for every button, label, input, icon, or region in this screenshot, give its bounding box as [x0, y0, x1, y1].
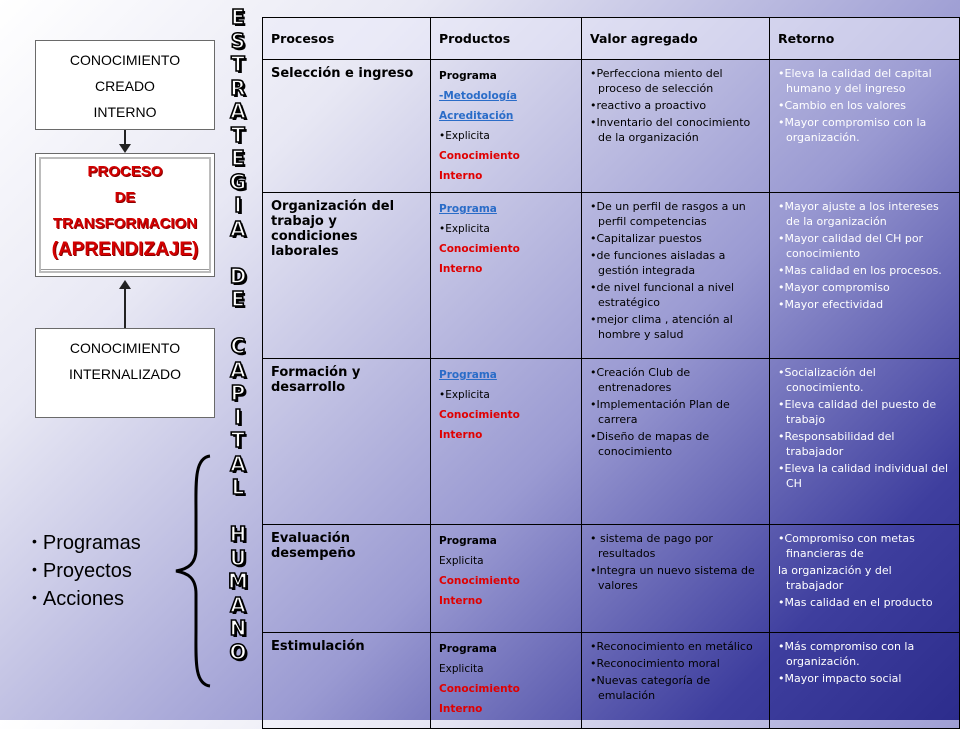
process-line-2: DE — [114, 189, 136, 206]
return-item: •Compromiso con metas financieras de — [778, 532, 915, 560]
return-item: •Cambio en los valores — [778, 99, 906, 112]
title-letter: A — [230, 592, 246, 617]
table-body — [263, 60, 960, 729]
added-value-cell — [582, 60, 770, 193]
products-cell — [431, 359, 582, 525]
return-cell — [770, 359, 960, 525]
process-cell: Organización del trabajo y condiciones laborales — [263, 193, 431, 359]
title-letter: U — [229, 545, 247, 570]
table-row — [263, 525, 960, 633]
added-value-cell — [582, 525, 770, 633]
return-item: •Eleva la calidad del capital humano y del ingreso — [778, 67, 932, 95]
process-cell: Evaluación desempeño — [263, 525, 431, 633]
title-letter: I — [234, 193, 242, 217]
product-item: Conocimiento — [439, 150, 520, 162]
curly-brace-icon — [170, 454, 214, 688]
value-item: •Reconocimiento moral — [590, 657, 720, 670]
product-item: •Explicita — [439, 389, 490, 401]
return-cell — [770, 633, 960, 729]
title-letter — [218, 241, 258, 265]
product-item: Programa — [439, 643, 497, 655]
title-letter: R — [230, 75, 246, 100]
product-item: •Explicita — [439, 223, 490, 235]
return-cell — [770, 193, 960, 359]
title-letter — [218, 312, 258, 336]
product-item: Conocimiento — [439, 575, 520, 587]
return-item: •Eleva la calidad individual del CH — [778, 462, 949, 490]
value-item: •Diseño de mapas de conocimiento — [590, 430, 710, 458]
value-item: •Reconocimiento en metálico — [590, 640, 753, 653]
transformation-process-box — [35, 153, 215, 277]
internal-line-2: INTERNALIZADO — [68, 366, 181, 382]
table-row — [263, 193, 960, 359]
table-header-row — [263, 18, 960, 60]
arrow-down-icon — [119, 144, 131, 153]
title-letter — [218, 500, 258, 524]
process-line-4: (APRENDIZAJE) — [51, 239, 199, 260]
title-letter: A — [230, 216, 246, 241]
return-cell — [770, 525, 960, 633]
product-item: Interno — [439, 595, 483, 607]
product-item: Conocimiento — [439, 683, 520, 695]
added-value-cell — [582, 633, 770, 729]
product-link[interactable]: Acreditación — [439, 110, 514, 122]
arrow-up-line — [124, 288, 126, 328]
value-item: •reactivo a proactivo — [590, 99, 707, 112]
product-item: Programa — [439, 535, 497, 547]
value-item: •Capitalizar puestos — [590, 232, 702, 245]
title-letter: A — [230, 99, 246, 123]
product-item: Conocimiento — [439, 409, 520, 421]
value-item: •mejor clima , atención al hombre y salud — [590, 313, 733, 341]
table-row — [263, 60, 960, 193]
return-item: •Más compromiso con la organización. — [778, 640, 915, 668]
list-item: • Acciones — [32, 588, 125, 610]
title-letter: T — [231, 428, 245, 452]
product-link[interactable]: Programa — [439, 369, 497, 381]
product-item: Explicita — [439, 555, 484, 567]
product-item: Interno — [439, 263, 483, 275]
product-item: Explicita — [439, 663, 484, 675]
added-value-cell — [582, 359, 770, 525]
knowledge-created-box — [35, 40, 215, 130]
return-item: •Mayor efectividad — [778, 298, 884, 311]
added-value-cell — [582, 193, 770, 359]
value-item: •Implementación Plan de carrera — [590, 398, 730, 426]
header-added-value: Valor agregado — [582, 18, 770, 60]
title-letter: N — [229, 616, 247, 640]
product-item: Interno — [439, 170, 483, 182]
knowledge-internalized-box — [35, 328, 215, 418]
process-line-1: PROCESO — [87, 163, 163, 180]
products-cell — [431, 193, 582, 359]
return-item: •Mayor ajuste a los intereses de la organización — [778, 200, 939, 228]
title-letter: E — [231, 146, 245, 170]
return-item: •Mayor calidad del CH por conocimiento — [778, 232, 924, 260]
title-letter: T — [231, 52, 245, 76]
title-letter: A — [230, 451, 246, 476]
value-item: •Nuevas categoría de emulación — [590, 674, 711, 702]
title-letter: A — [230, 357, 246, 382]
products-cell — [431, 633, 582, 729]
title-letter: P — [230, 381, 246, 405]
title-letter: D — [229, 263, 247, 288]
title-letter: S — [230, 28, 246, 53]
title-letter: M — [228, 569, 248, 593]
header-return: Retorno — [770, 18, 960, 60]
actions-list — [32, 528, 141, 612]
products-cell — [431, 525, 582, 633]
title-letter: O — [229, 639, 247, 664]
process-table — [262, 17, 960, 729]
product-item: Conocimiento — [439, 243, 520, 255]
title-letter: E — [231, 287, 245, 311]
process-line-3: TRANSFORMACION — [52, 215, 198, 232]
value-item: •de nivel funcional a nivel estratégico — [590, 281, 735, 309]
return-item: •Eleva calidad del puesto de trabajo — [778, 398, 937, 426]
title-letter: H — [229, 522, 247, 546]
return-item: •Responsabilidad del trabajador — [778, 430, 895, 458]
list-item: • Proyectos — [32, 560, 132, 582]
return-cell — [770, 60, 960, 193]
value-item: •Inventario del conocimiento de la organización — [590, 116, 751, 144]
title-letter: L — [231, 475, 245, 499]
return-item: •Mayor compromiso con la organización. — [778, 116, 927, 144]
created-line-1: CONOCIMIENTO — [69, 52, 181, 68]
value-item: •Creación Club de entrenadores — [590, 366, 691, 394]
return-item: •Socialización del conocimiento. — [778, 366, 876, 394]
product-link[interactable]: -Metodología — [439, 90, 517, 102]
value-item: •de funciones aisladas a gestión integrada — [590, 249, 726, 277]
list-item: • Programas — [32, 532, 141, 554]
header-processes: Procesos — [263, 18, 431, 60]
title-letter: I — [234, 404, 242, 429]
title-letter: E — [231, 5, 245, 29]
return-item: •Mayor compromiso — [778, 281, 890, 294]
product-item: •Explicita — [439, 130, 490, 142]
product-item: Interno — [439, 429, 483, 441]
title-letter: C — [230, 334, 246, 358]
product-item: Programa — [439, 70, 497, 82]
table-row — [263, 633, 960, 729]
value-item: •Perfecciona miento del proceso de selección — [590, 67, 723, 95]
process-cell: Estimulación — [263, 633, 431, 729]
internal-line-1: CONOCIMIENTO — [69, 340, 181, 356]
return-item: •Mayor impacto social — [778, 672, 902, 685]
header-products: Productos — [431, 18, 582, 60]
product-link[interactable]: Programa — [439, 203, 497, 215]
return-item: •Mas calidad en los procesos. — [778, 264, 942, 277]
title-letter: G — [229, 169, 247, 194]
vertical-title — [218, 6, 258, 664]
table-row — [263, 359, 960, 525]
title-letter: T — [231, 122, 245, 147]
value-item: • sistema de pago por resultados — [590, 532, 713, 560]
created-line-3: INTERNO — [93, 104, 157, 120]
product-item: Interno — [439, 703, 483, 715]
return-item: la organización y del trabajador — [778, 564, 892, 592]
value-item: •Integra un nuevo sistema de valores — [590, 564, 755, 592]
process-cell: Selección e ingreso — [263, 60, 431, 193]
products-cell — [431, 60, 582, 193]
created-line-2: CREADO — [95, 78, 155, 94]
return-item: •Mas calidad en el producto — [778, 596, 933, 609]
process-cell: Formación y desarrollo — [263, 359, 431, 525]
value-item: •De un perfil de rasgos a un perfil competencias — [590, 200, 746, 228]
